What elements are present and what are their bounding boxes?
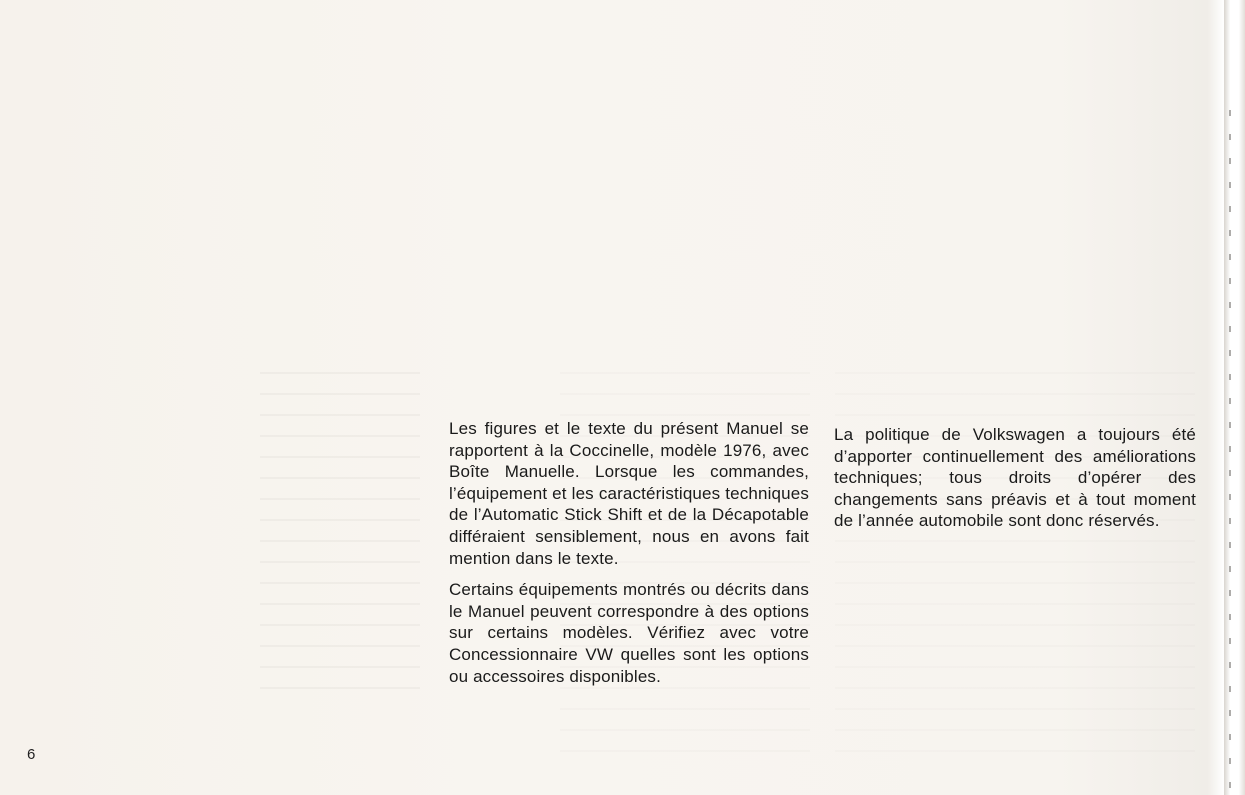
page-edge <box>1224 0 1245 795</box>
right-text-column <box>834 424 1196 542</box>
show-through-text-left <box>260 372 420 702</box>
right-paragraph-1: La politique de Volkswagen a toujours été d’apporter continuellement des améliorations techniques; tous droits d’opérer des changements sans préavis et à tout moment de l’année automobile sont donc réservés. <box>834 425 1196 531</box>
left-text-column <box>449 418 809 697</box>
binding-perforation <box>1229 110 1231 790</box>
left-paragraph-2: Certains équipements montrés ou décrits dans le Manuel peuvent correspondre à des options sur certains modèles. Vérifiez avec votre Concessionnaire VW quelles sont les options ou accessoires disponibles. <box>449 580 809 686</box>
left-paragraph-1: Les figures et le texte du présent Manuel se rapportent à la Coccinelle, modèle 1976, avec Boîte Manuelle. Lorsque les commandes, l’équipement et les caractéristiques techniques de l’Automatic Stick Shift et de la Décapotable différaient sensiblement, nous en avons fait mention dans le texte. <box>449 419 809 568</box>
page-number: 6 <box>27 746 36 763</box>
